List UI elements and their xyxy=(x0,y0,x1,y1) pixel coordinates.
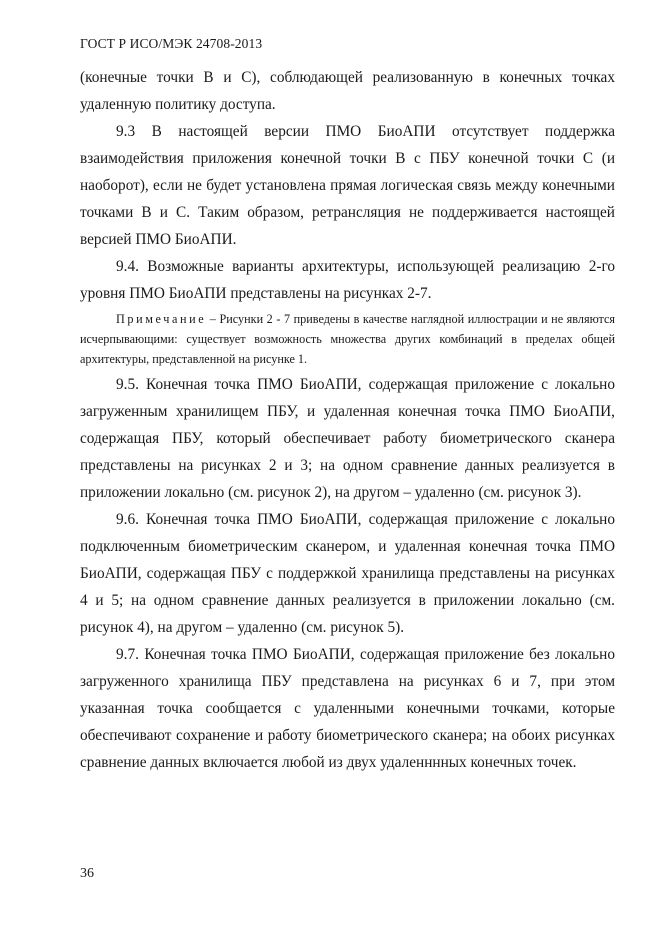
paragraph-9-4: 9.4. Возможные варианты архитектуры, использующей реализацию 2-го уровня ПМО БиоАПИ представлены на рисунках 2-7. xyxy=(80,258,615,302)
note-text: – Рисунки 2 - 7 приведены в качестве наглядной иллюстрации и не являются исчерпывающими: существует возможность множества других комбинаций в пределах общей архитектуры, представленной на рисунке 1. xyxy=(80,312,615,366)
page-number: 36 xyxy=(80,866,94,881)
document-body xyxy=(80,64,615,776)
paragraph-9-3: 9.3 В настоящей версии ПМО БиоАПИ отсутствует поддержка взаимодействия приложения конечной точки В с ПБУ конечной точки С (и наоборот), если не будет установлена прямая логическая связь между конечными точками В и С. Таким образом, ретрансляция не поддерживается настоящей версией ПМО БиоАПИ. xyxy=(80,123,615,248)
paragraph-9-6: 9.6. Конечная точка ПМО БиоАПИ, содержащая приложение с локально подключенным биометрическим сканером, и удаленная конечная точка ПМО БиоАПИ, содержащая ПБУ с поддержкой хранилища представлены на рисунках 4 и 5; на одном сравнение данных реализуется в приложении локально (см. рисунок 4), на другом – удаленно (см. рисунок 5). xyxy=(80,511,615,636)
paragraph-9-7: 9.7. Конечная точка ПМО БиоАПИ, содержащая приложение без локально загруженного хранилища ПБУ представлена на рисунках 6 и 7, при этом указанная точка сообщается с удаленными конечными точками, которые обеспечивают сохранение и работу биометрического сканера; на обоих рисунках сравнение данных включается любой из двух удаленннных конечных точек. xyxy=(80,646,615,771)
note-label: Примечание xyxy=(116,312,207,326)
page-header: ГОСТ Р ИСО/МЭК 24708-2013 xyxy=(80,36,263,51)
paragraph-continuation: (конечные точки В и С), соблюдающей реализованную в конечных точках удаленную политику доступа. xyxy=(80,69,615,113)
note xyxy=(80,309,615,369)
paragraph-9-5: 9.5. Конечная точка ПМО БиоАПИ, содержащая приложение с локально загруженным хранилищем ПБУ, и удаленная конечная точка ПМО БиоАПИ, содержащая ПБУ, который обеспечивает работу биометрического сканера представлены на рисунках 2 и 3; на одном сравнение данных реализуется в приложении локально (см. рисунок 2), на другом – удаленно (см. рисунок 3). xyxy=(80,376,615,501)
